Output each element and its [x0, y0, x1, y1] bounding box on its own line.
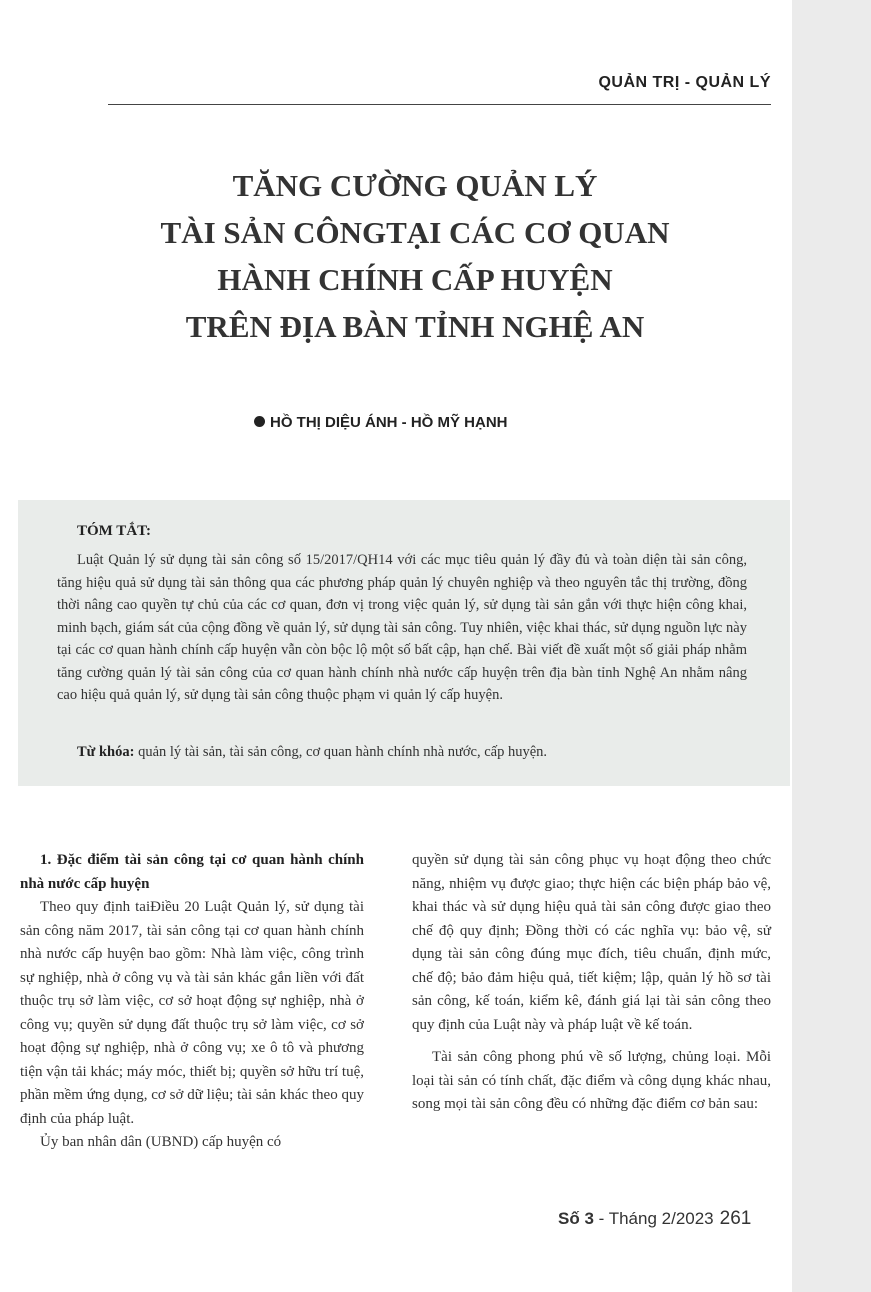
- body-paragraph: Theo quy định taiĐiều 20 Luật Quản lý, sử dụng tài sản công năm 2017, tài sản công tại cơ quan hành chính nhà nước cấp huyện bao gồm: Nhà làm việc, công trình sự nghiệp, nhà ở công vụ và tài sản khác gắn liền với đất thuộc trụ sở làm việc, cơ sở hoạt động sự nghiệp, nhà ở công vụ; quyền sử dụng đất thuộc trụ sở làm việc, cơ sở hoạt động sự nghiệp, nhà ở công vụ; xe ô tô và phương tiện vận tải khác; máy móc, thiết bị; quyền sở hữu trí tuệ, phần mềm ứng dụng, cơ sở dữ liệu; tài sản khác theo quy định của pháp luật.: [20, 899, 364, 1127]
- abstract-paragraph: Luật Quản lý sử dụng tài sản công số 15/2017/QH14 với các mục tiêu quản lý đầy đủ và toàn diện tài sản công, tăng hiệu quả sử dụng tài sản thông qua các phương pháp quản lý chuyên nghiệp và theo nguyên tắc thị trường, đồng thời nâng cao quyền tự chủ của các cơ quan, đơn vị trong việc quản lý, sử dụng tài sản gắn với thực hiện công khai, minh bạch, giám sát của cộng đồng về quản lý, sử dụng tài sản công. Tuy nhiên, việc khai thác, sử dụng nguồn lực này tại các cơ quan hành chính cấp huyện vẫn còn bộc lộ một số bất cập, hạn chế. Bài viết đề xuất một số giải pháp nhằm tăng cường quản lý tài sản công của cơ quan hành chính nhà nước cấp huyện trên địa bàn tỉnh Nghệ An nhằm nâng cao hiệu quả quản lý, sử dụng tài sản công thuộc phạm vi quản lý cấp huyện.: [57, 552, 747, 703]
- bullet-icon: [254, 416, 265, 427]
- body-column-right: [412, 849, 771, 1117]
- author-names: HỒ THỊ DIỆU ÁNH - HỒ MỸ HẠNH: [270, 414, 508, 431]
- keywords-text: quản lý tài sản, tài sản công, cơ quan hành chính nhà nước, cấp huyện.: [134, 744, 548, 760]
- section-heading: 1. Đặc điểm tài sản công tại cơ quan hành chính nhà nước cấp huyện: [20, 852, 364, 892]
- title-line: HÀNH CHÍNH CẤP HUYỆN: [217, 262, 613, 297]
- body-column-left: [20, 849, 364, 1155]
- page-edge-strip: [792, 0, 871, 1292]
- title-line: TÀI SẢN CÔNGTẠI CÁC CƠ QUAN: [160, 215, 670, 250]
- page-footer: [558, 1208, 751, 1230]
- keywords-label: Từ khóa:: [77, 744, 135, 760]
- issue-date: Tháng 2/2023: [608, 1209, 714, 1228]
- page-number: 261: [719, 1208, 752, 1229]
- issue-number: Số 3: [558, 1209, 594, 1228]
- title-line: TRÊN ĐỊA BÀN TỈNH NGHỆ AN: [185, 309, 645, 344]
- header-rule: [108, 104, 771, 105]
- article-title: [40, 162, 790, 350]
- footer-separator: -: [593, 1209, 609, 1228]
- body-paragraph: Tài sản công phong phú về số lượng, chủng loại. Mỗi loại tài sản có tính chất, đặc điểm và công dụng khác nhau, song mọi tài sản công đều có những đặc điểm cơ bản sau:: [412, 1049, 771, 1112]
- paragraph-gap: [412, 1037, 771, 1046]
- body-paragraph: Ủy ban nhân dân (UBND) cấp huyện có: [40, 1134, 282, 1150]
- authors: [254, 414, 508, 431]
- body-paragraph: quyền sử dụng tài sản công phục vụ hoạt động theo chức năng, nhiệm vụ được giao; thực hiện các biện pháp bảo vệ, khai thác và sử dụng hiệu quả tài sản công được giao theo chế độ quy định; Đồng thời có các nghĩa vụ: bảo vệ, sử dụng tài sản công đúng mục đích, tiêu chuẩn, định mức, chế độ; bảo đảm hiệu quả, tiết kiệm; lập, quản lý hồ sơ tài sản công, kế toán, kiểm kê, đánh giá lại tài sản công theo quy định của Luật này và pháp luật về kế toán.: [412, 852, 771, 1033]
- keywords: [77, 744, 757, 761]
- abstract-body: [57, 549, 747, 707]
- section-label: QUẢN TRỊ - QUẢN LÝ: [598, 74, 771, 91]
- abstract-heading: TÓM TẮT:: [77, 523, 152, 539]
- title-line: TĂNG CƯỜNG QUẢN LÝ: [232, 168, 598, 203]
